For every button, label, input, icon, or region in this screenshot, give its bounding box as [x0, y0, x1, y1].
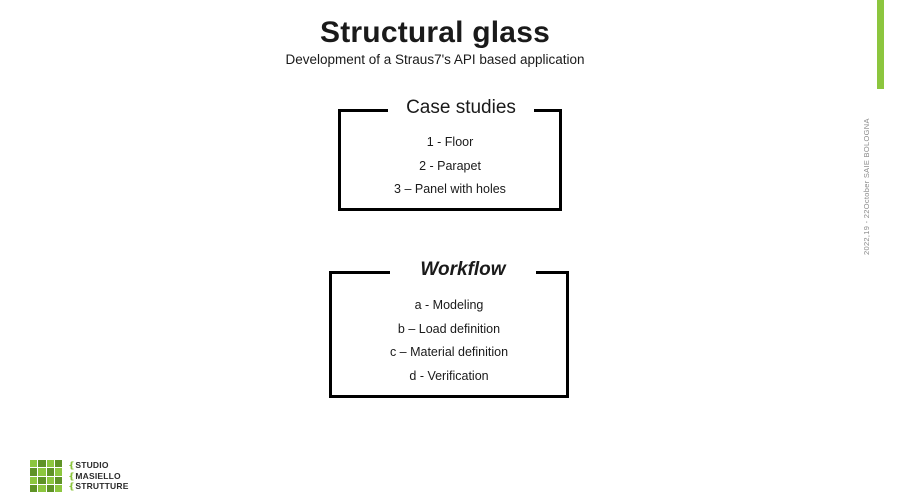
logo-grid-icon — [30, 460, 62, 492]
list-item: 1 - Floor — [426, 135, 474, 149]
case-studies-header: Case studies — [388, 98, 534, 117]
list-item: 2 - Parapet — [419, 158, 481, 173]
list-item: a - Modeling — [414, 298, 484, 312]
case-studies-list — [338, 131, 562, 202]
list-item: d - Verification — [409, 368, 489, 383]
list-item: 3 – Panel with holes — [394, 182, 506, 196]
logo-wordmark: ❴STUDIO ❴MASIELLO ❴STRUTTURE — [68, 460, 129, 492]
page-subtitle: Development of a Straus7's API based application — [285, 52, 585, 67]
workflow-list — [329, 294, 569, 388]
logo-line-1: STUDIO — [75, 460, 109, 471]
logo-line-2: MASIELLO — [75, 470, 121, 481]
studio-logo — [30, 460, 129, 492]
event-side-note: 2022,19 - 22October SAIE BOLOGNA — [862, 118, 871, 255]
workflow-header: Workflow — [390, 260, 536, 279]
accent-bar — [877, 0, 884, 89]
page-title: Structural glass — [320, 16, 550, 49]
list-item: c – Material definition — [389, 345, 509, 359]
list-item: b – Load definition — [397, 321, 501, 336]
logo-line-3: STRUTTURE — [75, 481, 129, 492]
